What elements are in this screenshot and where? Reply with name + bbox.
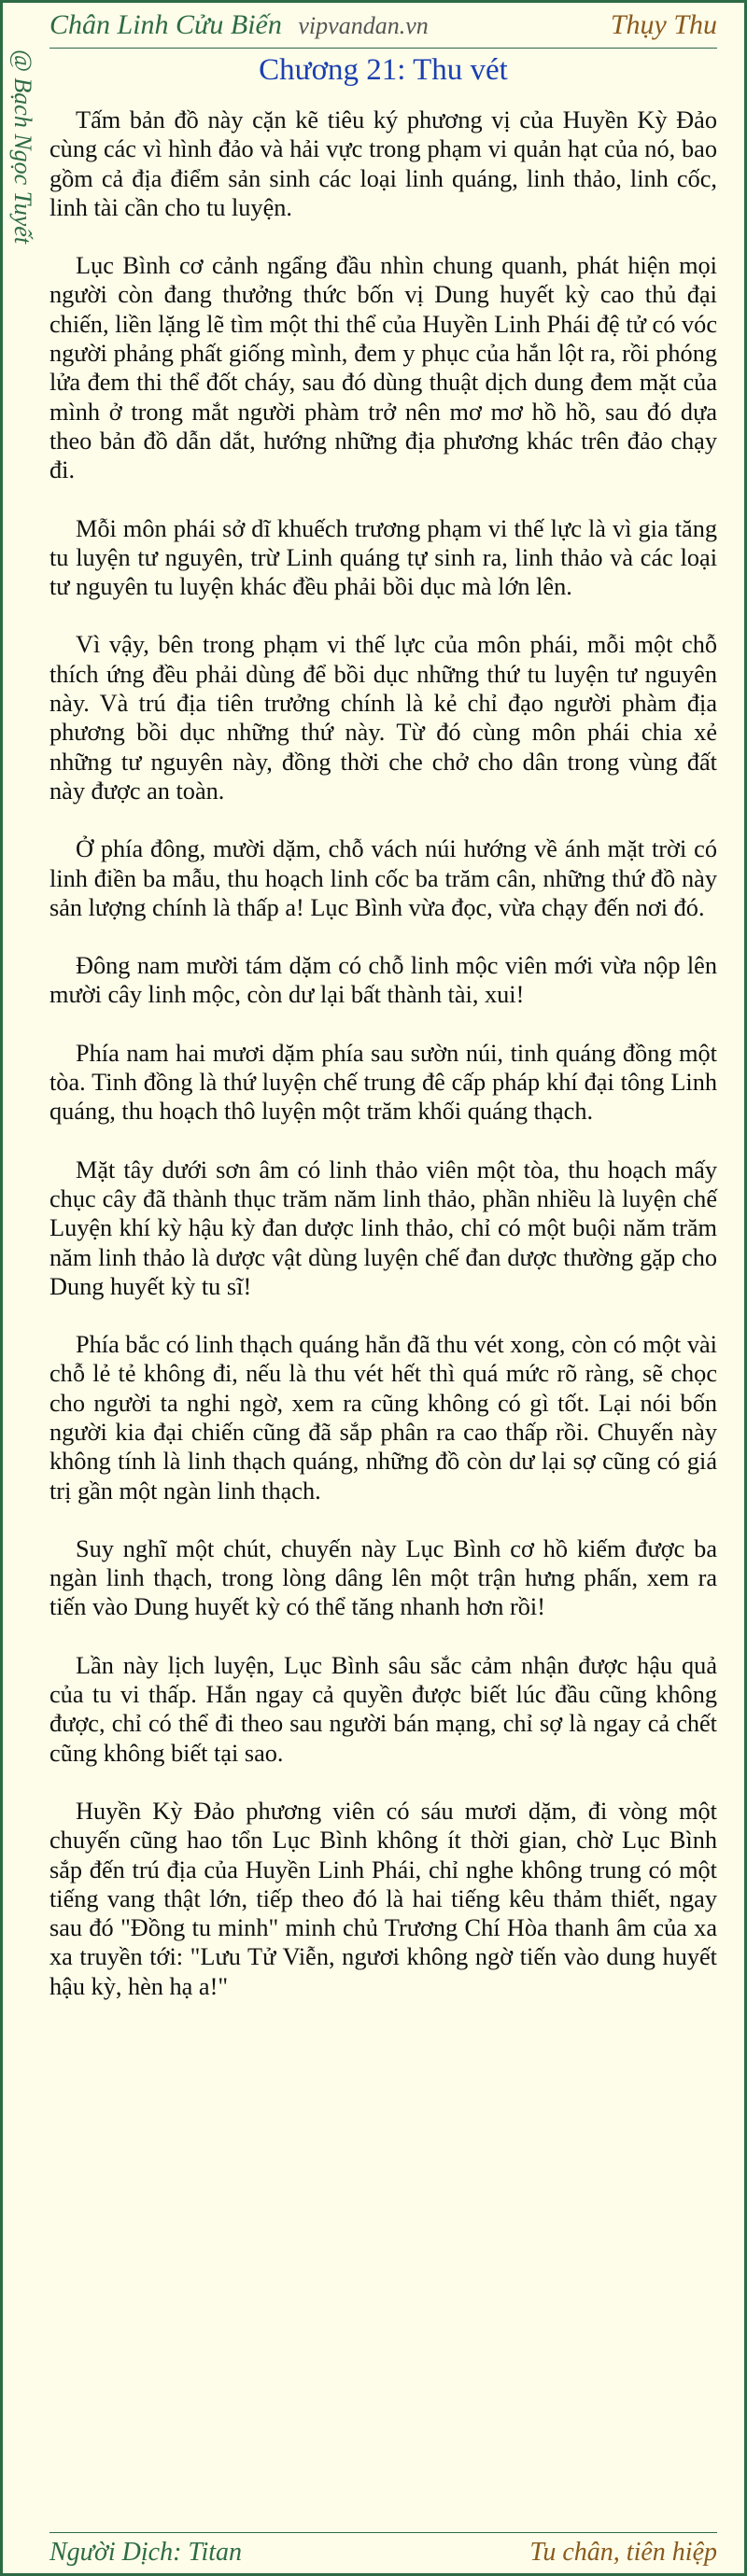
genre-label: Tu chân, tiên hiệp (529, 2538, 717, 2567)
paragraph: Lục Bình cơ cảnh ngẩng đầu nhìn chung quanh, phát hiện mọi người còn đang thưởng thức bốn vị Dung huyết kỳ cao thủ đại chiến, liền lặng lẽ tìm một thi thể của Huyền Linh Phái đệ tử có vóc người phảng phất giống mình, đem y phục của hắn lột ra, rồi phóng lửa đem thi thể đốt cháy, sau đó dùng thuật dịch dung đem mặt của mình ở trong mắt người phàm trở nên mơ mơ hồ hồ, sau đó dựa theo bản đồ dẫn dắt, hướng những địa phương khác trên đảo chạy đi. (49, 252, 717, 484)
site-name: vipvandan.vn (298, 12, 429, 39)
paragraph: Mỗi môn phái sở dĩ khuếch trương phạm vi thế lực là vì gia tăng tu luyện tư nguyên, trừ Linh quáng tự sinh ra, linh thảo và các loại tư nguyên tu luyện khác đều phải bồi dục mà lớn lên. (49, 514, 717, 601)
paragraph: Phía bắc có linh thạch quáng hẳn đã thu vét xong, còn có một vài chỗ lẻ tẻ không đi, nếu là thu vét hết thì quá mức rõ ràng, sẽ chọc cho người ta nghi ngờ, xem ra cũng không có gì tốt. Lại nói bốn người kia đại chiến cũng đã sắp phân ra cao thấp rồi. Chuyến này không tính là linh thạch quáng, những đồ còn dư lại sợ cũng có giá trị gần một ngàn linh thạch. (49, 1331, 717, 1505)
paragraph: Suy nghĩ một chút, chuyến này Lục Bình cơ hồ kiếm được ba ngàn linh thạch, trong lòng dâng lên một trận hưng phấn, xem ra tiến vào Dung huyết kỳ có thể tăng nhanh hơn rồi! (49, 1534, 717, 1621)
paragraph: Vì vậy, bên trong phạm vi thế lực của môn phái, mỗi một chỗ thích ứng đều phải dùng để bồi dục những thứ tu luyện tư nguyên này. Và trú địa tiên trưởng chính là kẻ chỉ đạo người phàm địa phương bồi dục những thứ này. Từ đó cùng môn phái chia xẻ những tư nguyên này, đồng thời che chở cho dân trong vùng đất này được an toàn. (49, 631, 717, 805)
translator-credit: Người Dịch: Titan (49, 2538, 243, 2567)
paragraph: Đông nam mười tám dặm có chỗ linh mộc viên mới vừa nộp lên mười cây linh mộc, còn dư lại bất thành tài, xui! (49, 952, 717, 1009)
page-header (49, 3, 717, 49)
paragraph: Tấm bản đồ này cặn kẽ tiêu ký phương vị của Huyền Kỳ Đảo cùng các vì hình đảo và hải vực trong phạm vi quản hạt của nó, bao gồm cả địa điểm sản sinh các loại linh quáng, linh thảo, linh cốc, linh tài cần cho tu luyện. (49, 106, 717, 221)
author-name: Thụy Thu (610, 9, 717, 40)
chapter-content (49, 105, 717, 2030)
paragraph: Huyền Kỳ Đảo phương viên có sáu mươi dặm, đi vòng một chuyến cũng hao tổn Lục Bình không ít thời gian, chờ Lục Bình sắp đến trú địa của Huyền Linh Phái, chỉ nghe không trung có một tiếng vang thật lớn, tiếp theo đó là hai tiếng kêu thảm thiết, ngay sau đó "Đồng tu minh" minh chủ Trương Chí Hòa thanh âm của xa xa truyền tới: "Lưu Tử Viễn, ngươi không ngờ tiến vào dung huyết hậu kỳ, hèn hạ a!" (49, 1797, 717, 2000)
paragraph: Mặt tây dưới sơn âm có linh thảo viên một tòa, thu hoạch mấy chục cây đã thành thục trăm năm linh thảo, phần nhiều là luyện chế Luyện khí kỳ hậu kỳ đan dược linh thảo, chỉ có một buội năm trăm năm linh thảo là dược vật dùng luyện chế đan dược thường gặp cho Dung huyết kỳ tu sĩ! (49, 1155, 717, 1300)
book-title: Chân Linh Cửu Biến (49, 9, 282, 40)
page-footer (49, 2532, 717, 2575)
paragraph: Phía nam hai mươi dặm phía sau sườn núi, tinh quáng đồng một tòa. Tinh đồng là thứ luyện chế trung đê cấp pháp khí đại tông Linh quáng, thu hoạch thô luyện một trăm khối quáng thạch. (49, 1039, 717, 1126)
sidebar-credit: @ Bạch Ngọc Tuyết (9, 49, 36, 245)
paragraph: Lần này lịch luyện, Lục Bình sâu sắc cảm nhận được hậu quả của tu vi thấp. Hắn ngay cả quyền được biết lúc đầu cũng không được, chỉ có thể đi theo sau người bán mạng, chỉ sợ là ngay cả chết cũng không biết tại sao. (49, 1651, 717, 1767)
paragraph: Ở phía đông, mười dặm, chỗ vách núi hướng về ánh mặt trời có linh điền ba mẫu, thu hoạch linh cốc ba trăm cân, những thứ đồ này sản lượng chính là thấp a! Lục Bình vừa đọc, vừa chạy đến nơi đó. (49, 835, 717, 921)
chapter-title: Chương 21: Thu vét (259, 53, 508, 87)
